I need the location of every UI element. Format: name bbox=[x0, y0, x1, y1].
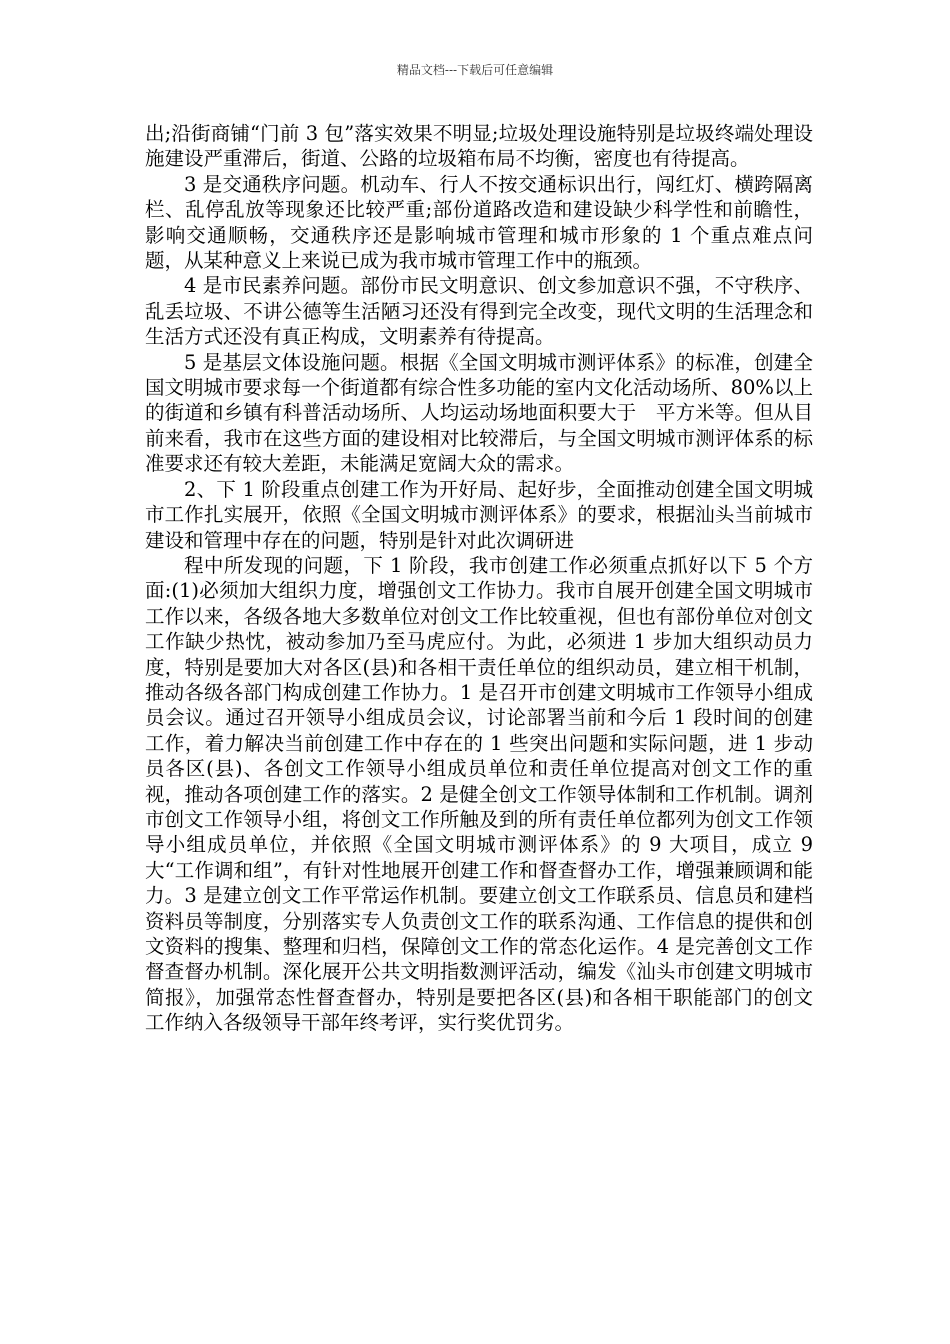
paragraph-next-stage: 2、下 1 阶段重点创建工作为开好局、起好步，全面推动创建全国文明城市工作扎实展开，依照《全国文明城市测评体系》的要求，根据汕头当前城市建设和管理中存在的问题，特别是针对此次调研进 bbox=[145, 477, 813, 552]
paragraph-continuation: 出;沿街商铺“门前 3 包”落实效果不明显;垃圾处理设施特别是垃圾终端处理设施建设严重滞后，街道、公路的垃圾箱布局不均衡，密度也有待提高。 bbox=[145, 122, 813, 171]
paragraph-cultural-facilities: 5 是基层文体设施问题。根据《全国文明城市测评体系》的标准，创建全国文明城市要求每一个街道都有综合性多功能的室内文化活动场所、80%以上的街道和乡镇有科普活动场所、人均运动场地面积要大于 平方米等。但从目前来看，我市在这些方面的建设相对比较滞后，与全国文明城市测评体系的标准要求还有较大差距，未能满足宽阔大众的需求。 bbox=[145, 350, 813, 476]
paragraph-traffic-order: 3 是交通秩序问题。机动车、行人不按交通标识出行，闯红灯、横跨隔离栏、乱停乱放等现象还比较严重;部份道路改造和建设缺少科学性和前瞻性，影响交通顺畅，交通秩序还是影响城市管理和城市形象的 1 个重点难点问题，从某种意义上来说已成为我市城市管理工作中的瓶颈。 bbox=[145, 172, 813, 273]
document-body bbox=[145, 121, 813, 1036]
page-header: 精品文档---下载后可任意编辑 bbox=[396, 63, 554, 77]
paragraph-key-measures: 程中所发现的问题，下 1 阶段，我市创建工作必须重点抓好以下 5 个方面:(1)必须加大组织力度，增强创文工作协力。我市自展开创建全国文明城市工作以来，各级各地大多数单位对创文工作比较重视，但也有部份单位对创文工作缺少热忱，被动参加乃至马虎应付。为此，必须进 1 步加大组织动员力度，特别是要加大对各区(县)和各相干责任单位的组织动员，建立相干机制，推动各级各部门构成创建工作协力。1 是召开市创建文明城市工作领导小组成员会议。通过召开领导小组成员会议，讨论部署当前和今后 1 段时间的创建工作，着力解决当前创建工作中存在的 1 些突出问题和实际问题，进 1 步动员各区(县)、各创文工作领导小组成员单位和责任单位提高对创文工作的重视，推动各项创建工作的落实。2 是健全创文工作领导体制和工作机制。调剂市创文工作领导小组，将创文工作所触及到的所有责任单位都列为创文工作领导小组成员单位，并依照《全国文明城市测评体系》的 9 大项目，成立 9 大“工作调和组”，有针对性地展开创建工作和督查督办工作，增强兼顾调和能力。3 是建立创文工作平常运作机制。要建立创文工作联系员、信息员和建档资料员等制度，分别落实专人负责创文工作的联系沟通、工作信息的提供和创文资料的搜集、整理和归档，保障创文工作的常态化运作。4 是完善创文工作督查督办机制。深化展开公共文明指数测评活动，编发《汕头市创建文明城市简报》，加强常态性督查督办，特别是要把各区(县)和各相干职能部门的创文工作纳入各级领导干部年终考评，实行奖优罚劣。 bbox=[145, 553, 813, 1035]
paragraph-citizen-literacy: 4 是市民素养问题。部份市民文明意识、创文参加意识不强，不守秩序、乱丢垃圾、不讲公德等生活陋习还没有得到完全改变，现代文明的生活理念和生活方式还没有真正构成，文明素养有待提高。 bbox=[145, 274, 813, 349]
